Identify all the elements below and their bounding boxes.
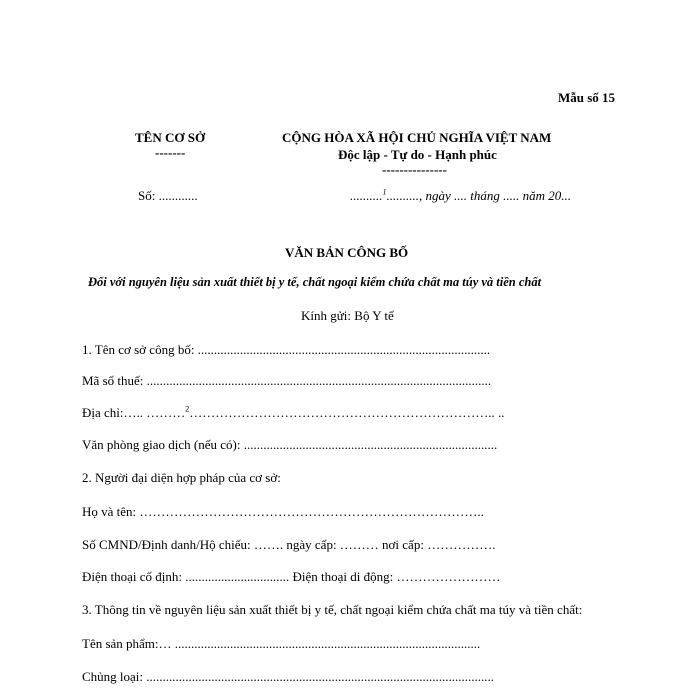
date-rest: .........., ngày .... tháng ..... năm 20... (386, 188, 572, 203)
date-place-dots: .......... (350, 188, 383, 203)
document-subtitle: Đối với nguyên liệu sản xuất thiết bị y tế, chất ngoại kiểm chứa chất ma túy và tiền chất (88, 275, 542, 289)
nation-title: CỘNG HÒA XÃ HỘI CHỦ NGHĨA VIỆT NAM (282, 130, 552, 145)
field-address (82, 405, 505, 421)
field-facility-name: 1. Tên cơ sở công bố: .......................................................................................... (82, 342, 491, 357)
addressee: Kính gửi: Bộ Y tế (301, 308, 394, 323)
field-product-name: Tên sản phẩm:… .............................................................................................. (82, 636, 481, 651)
form-number: Mẫu số 15 (558, 90, 616, 105)
footnote-ref-1: 1 (382, 187, 387, 197)
address-dots: …………………………………………………………….. .. (189, 405, 505, 420)
address-label: Địa chỉ:….. ……… (82, 405, 186, 420)
field-full-name: Họ và tên: …………………………………………………………………….. (82, 504, 484, 519)
field-office: Văn phòng giao dịch (nếu có): .............................................................................. (82, 437, 498, 452)
org-name: TÊN CƠ SỞ (135, 130, 206, 145)
nation-divider: --------------- (382, 162, 447, 177)
field-tax-code: Mã số thuế: .......................................................................................................... (82, 373, 492, 388)
field-phones: Điện thoại cố định: ................................ Điện thoại di động: …………………… (82, 569, 501, 584)
document-title: VĂN BẢN CÔNG BỐ (285, 245, 409, 260)
section-legal-representative: 2. Người đại diện hợp pháp của cơ sở: (82, 470, 281, 485)
field-category: Chủng loại: ........................................................................................................... (82, 669, 495, 684)
footnote-ref-2: 2 (185, 404, 190, 414)
document-number: Số: ............ (138, 188, 198, 203)
section-product-info: 3. Thông tin về nguyên liệu sản xuất thiết bị y tế, chất ngoại kiểm chứa chất ma túy và tiền chất: (82, 602, 583, 617)
nation-motto: Độc lập - Tự do - Hạnh phúc (338, 147, 497, 162)
field-id-number: Số CMND/Định danh/Hộ chiếu: ……. ngày cấp: ……… nơi cấp: ……………. (82, 537, 496, 552)
org-divider: ------- (155, 145, 186, 160)
date-line (350, 188, 571, 204)
